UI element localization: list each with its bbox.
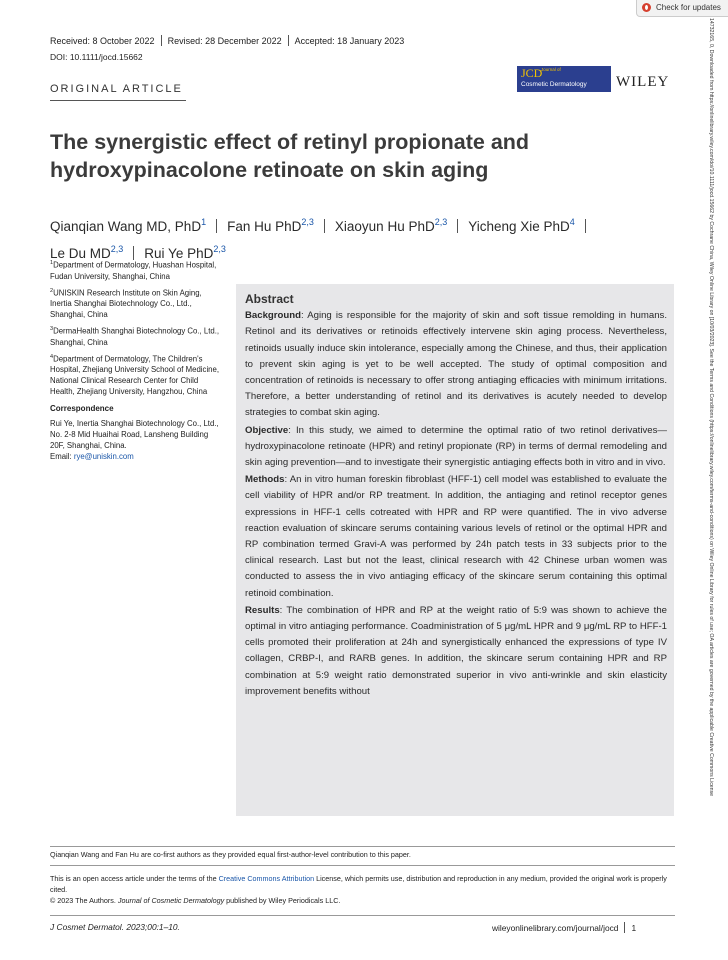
author-affiliation[interactable]: 2,3 bbox=[434, 217, 448, 227]
affiliation: $^3$DermaHealth Shanghai Biotechnology Co., Ltd., Shanghai, China bbox=[50, 326, 220, 347]
author-list bbox=[50, 211, 690, 265]
citation: J Cosmet Dermatol. 2023;00:1–10. bbox=[50, 922, 180, 932]
divider bbox=[288, 35, 289, 46]
section-heading: Objective bbox=[245, 424, 289, 436]
section-heading: Background bbox=[245, 310, 301, 322]
journal-logo bbox=[517, 66, 611, 92]
correspondence-body: Rui Ye, Inertia Shanghai Biotechnology Co., Ltd., No. 2-8 Mid Huaihai Road, Lansheng Building 20F, Shanghai, China. Email: rye@uniskin.com bbox=[50, 419, 219, 462]
author-affiliation[interactable]: 2,3 bbox=[213, 244, 226, 254]
publisher-logo: WILEY bbox=[616, 74, 670, 90]
section-heading: Methods bbox=[245, 474, 285, 486]
author[interactable]: Fan Hu PhD bbox=[227, 219, 302, 234]
received-date: Received: 8 October 2022 bbox=[50, 36, 155, 46]
correspondence-heading: Correspondence bbox=[50, 404, 114, 414]
email-link[interactable]: rye@uniskin.com bbox=[73, 452, 134, 462]
crossmark-icon bbox=[642, 3, 651, 12]
journal-url[interactable]: wileyonlinelibrary.com/journal/jocd bbox=[492, 923, 619, 933]
download-watermark: 14732165, 0, Downloaded from https://onlinelibrary.wiley.com/doi/10.1111/jocd.15662 by Cochrane China, Wiley Online Library on [10/03/2023]. See the Terms and Conditions (https://onlinelibrary.wiley.com/terms-and-conditions) on Wiley Online Library for rules of use; OA articles are governed by the applicable Creative Commons License bbox=[708, 18, 714, 797]
author-affiliation[interactable]: 2,3 bbox=[110, 244, 124, 254]
footer-right bbox=[492, 922, 636, 933]
article-title: The synergistic effect of retinyl propionate and hydroxypinacolone retinoate on skin aging bbox=[50, 130, 530, 182]
author[interactable]: Xiaoyun Hu PhD bbox=[334, 219, 435, 234]
affiliation: $^4$Department of Dermatology, The Children's Hospital, Zhejiang University School of Medicine, National Clinical Research Center for Child Health, Zhejiang University, Hangzhou, China bbox=[50, 353, 220, 397]
author[interactable]: Qianqian Wang MD, PhD bbox=[50, 219, 202, 234]
author-affiliation[interactable]: 4 bbox=[569, 217, 575, 227]
abstract-section: Objective: In this study, we aimed to determine the optimal ratio of two retinol derivatives—hydroxypinacolone retinoate (HPR) and retinyl propionate (RP) in terms of dermal remodeling and skin aging prevention—and to investigate their synergistic antiaging effects both in vitro and in vivo. bbox=[245, 424, 667, 469]
abstract-heading: Abstract bbox=[245, 292, 294, 306]
cofirst-footnote: Qianqian Wang and Fan Hu are co-first authors as they provided equal first-author-level contribution to this paper. bbox=[50, 850, 411, 859]
author-affiliation[interactable]: 1 bbox=[201, 217, 207, 227]
journal-abbr: JCD bbox=[521, 66, 543, 80]
affiliation: $^1$Department of Dermatology, Huashan Hospital, Fudan University, Shanghai, China bbox=[50, 260, 217, 281]
author[interactable]: Rui Ye PhD bbox=[144, 246, 214, 261]
article-type-underline bbox=[50, 100, 186, 101]
article-dates bbox=[50, 35, 404, 46]
doi: DOI: 10.1111/jocd.15662 bbox=[50, 52, 143, 62]
author[interactable]: Le Du MD bbox=[50, 246, 111, 261]
journal-name: Cosmetic Dermatology bbox=[521, 81, 587, 88]
divider bbox=[161, 35, 162, 46]
abstract-section: Background: Aging is responsible for the majority of skin and soft tissue remolding in humans. Retinol and its derivatives or retinoids effectively intervene skin aging process. Nevertheless, retinoids usually induce skin intolerance, especially among the Chinese, and thus, their application to prevent skin aging is yet to be well accepted. The study of optimal composition and concentration of retinoids is necessary to offer strong antiaging efficacies with minimum irritations. Therefore, a better understanding of retinol and its derivatives is acutely needed to develop strategies to combat skin aging. bbox=[245, 310, 667, 419]
check-for-updates-button[interactable] bbox=[636, 0, 728, 17]
abstract-section: Results: The combination of HPR and RP at the weight ratio of 5:9 was shown to achieve the optimal in vitro antiaging performance. Coadministration of 5 μg/mL HPR and 9 μg/mL RP to HFF-1 cells promoted their proliferation at 24h and synergistically enhanced the expressions of type IV collagen, CRBP-I, and RARB genes. In addition, the skincare serum containing HPR and RP combination at 5:9 weight ratio demonstrated superior in vivo anti-wrinkle and skin elasticity improvement benefits without bbox=[245, 604, 667, 697]
accepted-date: Accepted: 18 January 2023 bbox=[294, 36, 405, 46]
divider bbox=[50, 846, 675, 847]
affiliations-column bbox=[50, 258, 222, 466]
divider bbox=[50, 915, 675, 916]
revised-date: Revised: 28 December 2022 bbox=[167, 36, 282, 46]
author[interactable]: Yicheng Xie PhD bbox=[468, 219, 570, 234]
check-updates-label: Check for updates bbox=[656, 3, 721, 12]
license-link[interactable]: Creative Commons Attribution bbox=[218, 874, 315, 883]
section-heading: Results bbox=[245, 604, 280, 616]
abstract-section: Methods: An in vitro human foreskin fibroblast (HFF-1) cell model was established to evaluate the cell viability of HPR and/or RP treatment. In addition, the antiaging and retinol receptor genes expressions in HFF-1 cells cotreated with HPR and RP were quantified. The in vivo adverse reaction evaluation of skincare serums containing various levels of retinol or the optimal HPR and RP combination termed Gravi-A was performed by 24h patch tests in 33 subjects prior to the clinical research. Last but not the least, clinical research with 42 Chinese urban women was conducted to assess the in vivo antiaging efficacy of the skincare serum containing this optimal retinoid combination. bbox=[245, 474, 667, 599]
page-number: 1 bbox=[631, 923, 637, 933]
abstract bbox=[245, 291, 667, 701]
affiliation: $^2$UNISKIN Research Institute on Skin Aging, Inertia Shanghai Biotechnology Co., Ltd., Shanghai, China bbox=[50, 287, 202, 320]
article-type: ORIGINAL ARTICLE bbox=[50, 83, 183, 95]
journal-small-text: Journal of bbox=[541, 67, 561, 72]
license-footnote: This is an open access article under the terms of the Creative Commons Attribution License, which permits use, distribution and reproduction in any medium, provided the original work is properly cited. © 2023 The Authors. Journal of Cosmetic Dermatology published by Wiley Periodicals LLC. bbox=[50, 874, 667, 905]
divider bbox=[50, 865, 675, 866]
author-affiliation[interactable]: 2,3 bbox=[301, 217, 314, 227]
